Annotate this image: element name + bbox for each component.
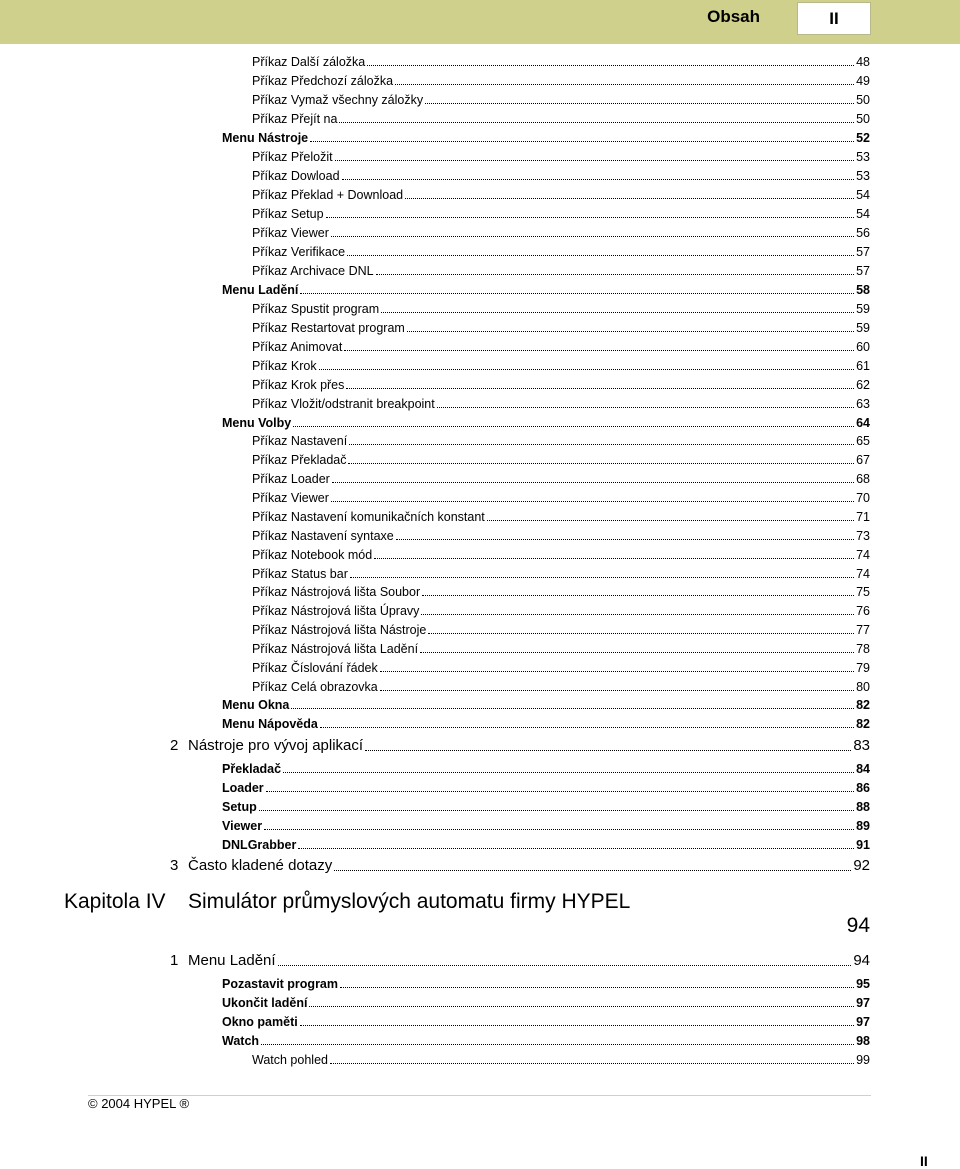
toc-entry[interactable] xyxy=(252,509,870,525)
toc-leader-dots xyxy=(437,407,854,408)
toc-leader-dots xyxy=(326,217,855,218)
toc-entry-page: 68 xyxy=(856,472,870,486)
toc-leader-dots xyxy=(347,255,854,256)
toc-entry-page: 53 xyxy=(856,169,870,183)
toc-leader-dots xyxy=(380,671,854,672)
toc-entry-label: Menu Nástroje xyxy=(222,131,309,145)
toc-entry-page: 61 xyxy=(856,359,870,373)
chapter-page-number: 94 xyxy=(846,914,870,937)
toc-leader-dots xyxy=(264,829,854,830)
toc-leader-dots xyxy=(259,810,854,811)
toc-leader-dots xyxy=(422,595,854,596)
toc-entry-label: Příkaz Dowload xyxy=(252,169,340,183)
toc-entry[interactable] xyxy=(252,471,870,487)
toc-entry[interactable] xyxy=(252,187,870,203)
toc-entry-page: 71 xyxy=(856,510,870,524)
toc-entry-page: 83 xyxy=(853,737,870,754)
toc-entry-label: Příkaz Restartovat program xyxy=(252,321,405,335)
toc-entry-page: 59 xyxy=(856,302,870,316)
toc-leader-dots xyxy=(381,312,854,313)
toc-entry-page: 89 xyxy=(856,819,870,833)
page-header xyxy=(0,0,960,44)
toc-entry[interactable] xyxy=(252,396,870,412)
toc-entry[interactable] xyxy=(252,660,870,676)
toc-entry-page: 57 xyxy=(856,245,870,259)
toc-entry-label: Často kladené dotazy xyxy=(188,857,333,874)
toc-leader-dots xyxy=(421,614,854,615)
toc-entry-page: 63 xyxy=(856,397,870,411)
toc-entry-label: Setup xyxy=(222,800,257,814)
toc-entry-page: 86 xyxy=(856,781,870,795)
toc-entry[interactable] xyxy=(222,1014,870,1030)
toc-entry-label: Příkaz Vymaž všechny záložky xyxy=(252,93,424,107)
toc-leader-dots xyxy=(330,1063,854,1064)
toc-leader-dots xyxy=(376,274,855,275)
toc-entry-label: Příkaz Status bar xyxy=(252,567,348,581)
toc-entry-page: 95 xyxy=(856,977,870,991)
toc-leader-dots xyxy=(300,293,854,294)
toc-entry[interactable] xyxy=(252,244,870,260)
toc-leader-dots xyxy=(293,426,854,427)
toc-entry-page: 54 xyxy=(856,207,870,221)
toc-entry-page: 79 xyxy=(856,661,870,675)
toc-leader-dots xyxy=(309,1006,854,1007)
toc-entry-page: 67 xyxy=(856,453,870,467)
toc-entry-page: 97 xyxy=(856,1015,870,1029)
toc-entry-label: Příkaz Nástrojová lišta Nástroje xyxy=(252,623,427,637)
toc-entry-label: Příkaz Archivace DNL xyxy=(252,264,374,278)
toc-entry[interactable] xyxy=(222,976,870,992)
toc-entry-label: Příkaz Předchozí záložka xyxy=(252,74,394,88)
toc-entry-page: 73 xyxy=(856,529,870,543)
toc-entry-page: 77 xyxy=(856,623,870,637)
toc-entry-label: Loader xyxy=(222,781,264,795)
toc-entry-page: 80 xyxy=(856,680,870,694)
toc-leader-dots xyxy=(350,577,854,578)
toc-entry[interactable] xyxy=(252,528,870,544)
toc-entry-page: 53 xyxy=(856,150,870,164)
toc-entry-page: 49 xyxy=(856,74,870,88)
toc-entry[interactable] xyxy=(252,547,870,563)
toc-entry[interactable] xyxy=(252,679,870,695)
toc-entry-label: Příkaz Další záložka xyxy=(252,55,366,69)
toc-leader-dots xyxy=(405,198,854,199)
header-title: Obsah xyxy=(707,7,760,26)
toc-entry-page: 92 xyxy=(853,857,870,874)
footer-page-number: II xyxy=(920,1153,928,1169)
toc-entry-page: 97 xyxy=(856,996,870,1010)
toc-entry-page: 56 xyxy=(856,226,870,240)
toc-entry-label: Příkaz Nástrojová lišta Ladění xyxy=(252,642,419,656)
toc-entry-page: 64 xyxy=(856,416,870,430)
toc-entry[interactable] xyxy=(170,856,870,876)
toc-leader-dots xyxy=(367,65,854,66)
toc-entry[interactable] xyxy=(222,415,870,431)
toc-entry[interactable] xyxy=(222,837,870,853)
toc-entry[interactable] xyxy=(252,452,870,468)
chapter-title: Simulátor průmyslových automatu firmy HYPEL xyxy=(188,890,631,913)
toc-entry[interactable] xyxy=(252,54,870,70)
toc-entry[interactable] xyxy=(252,111,870,127)
toc-leader-dots xyxy=(348,463,854,464)
toc-entry-label: Příkaz Přeložit xyxy=(252,150,333,164)
toc-leader-dots xyxy=(487,520,854,521)
toc-entry-label: Menu Volby xyxy=(222,416,292,430)
toc-entry-page: 60 xyxy=(856,340,870,354)
toc-entry-label: Příkaz Nastavení komunikačních konstant xyxy=(252,510,485,524)
toc-entry[interactable] xyxy=(252,641,870,657)
toc-entry[interactable] xyxy=(252,301,870,317)
toc-entry[interactable] xyxy=(222,130,870,146)
toc-entry[interactable] xyxy=(222,780,870,796)
toc-leader-dots xyxy=(395,84,854,85)
toc-entry-label: Příkaz Celá obrazovka xyxy=(252,680,378,694)
toc-leader-dots xyxy=(331,501,854,502)
toc-entry-label: Příkaz Setup xyxy=(252,207,324,221)
toc-leader-dots xyxy=(335,160,855,161)
toc-leader-dots xyxy=(407,331,854,332)
toc-leader-dots xyxy=(374,558,854,559)
toc-entry-page: 99 xyxy=(856,1053,870,1067)
toc-entry-page: 94 xyxy=(853,952,870,969)
toc-entry-label: Menu Ladění xyxy=(222,283,299,297)
toc-entry-page: 98 xyxy=(856,1034,870,1048)
toc-entry[interactable] xyxy=(252,603,870,619)
toc-entry-label: Watch xyxy=(222,1034,260,1048)
toc-entry-label: Příkaz Nastavení syntaxe xyxy=(252,529,394,543)
toc-leader-dots xyxy=(319,369,854,370)
header-page-number: II xyxy=(797,2,871,35)
toc-entry-page: 75 xyxy=(856,585,870,599)
toc-entry-number: 1 xyxy=(170,952,179,969)
toc-entry-page: 70 xyxy=(856,491,870,505)
toc-entry[interactable] xyxy=(252,320,870,336)
toc-leader-dots xyxy=(291,708,854,709)
toc-leader-dots xyxy=(334,870,851,871)
toc-entry-label: Viewer xyxy=(222,819,263,833)
toc-leader-dots xyxy=(349,444,854,445)
toc-entry-label: Příkaz Verifikace xyxy=(252,245,346,259)
toc-entry[interactable] xyxy=(252,149,870,165)
toc-leader-dots xyxy=(261,1044,854,1045)
toc-entry[interactable] xyxy=(252,566,870,582)
toc-entry-label: Překladač xyxy=(222,762,282,776)
toc-entry-label: Příkaz Nastavení xyxy=(252,434,348,448)
toc-leader-dots xyxy=(298,848,854,849)
toc-entry[interactable] xyxy=(222,995,870,1011)
toc-entry-page: 82 xyxy=(856,698,870,712)
toc-entry-label: Pozastavit program xyxy=(222,977,339,991)
toc-entry[interactable] xyxy=(252,73,870,89)
toc-entry-label: Příkaz Překlad + Download xyxy=(252,188,404,202)
toc-entry-label: Příkaz Viewer xyxy=(252,491,329,505)
toc-entry-number: 2 xyxy=(170,737,179,754)
toc-entry[interactable] xyxy=(222,1033,870,1049)
toc-leader-dots xyxy=(332,482,854,483)
toc-entry-label: Watch pohled xyxy=(252,1053,328,1067)
toc-leader-dots xyxy=(380,690,854,691)
toc-entry-page: 54 xyxy=(856,188,870,202)
toc-leader-dots xyxy=(300,1025,854,1026)
toc-entry-label: Příkaz Spustit program xyxy=(252,302,380,316)
toc-entry-label: Příkaz Číslování řádek xyxy=(252,661,378,675)
toc-entry[interactable] xyxy=(222,716,870,732)
toc-entry-page: 65 xyxy=(856,434,870,448)
toc-entry-page: 76 xyxy=(856,604,870,618)
toc-leader-dots xyxy=(342,179,855,180)
toc-entry[interactable] xyxy=(170,951,870,971)
toc-entry-page: 52 xyxy=(856,131,870,145)
toc-leader-dots xyxy=(365,750,851,751)
toc-entry-label: Příkaz Loader xyxy=(252,472,330,486)
toc-entry-page: 82 xyxy=(856,717,870,731)
toc-entry[interactable] xyxy=(252,339,870,355)
toc-entry-label: Příkaz Animovat xyxy=(252,340,343,354)
toc-entry[interactable] xyxy=(252,377,870,393)
toc-entry-label: Příkaz Krok xyxy=(252,359,317,373)
toc-entry-label: Menu Nápověda xyxy=(222,717,318,731)
toc-leader-dots xyxy=(331,236,854,237)
toc-entry-label: Příkaz Notebook mód xyxy=(252,548,373,562)
toc-entry-label: Příkaz Krok přes xyxy=(252,378,345,392)
toc-entry[interactable] xyxy=(252,206,870,222)
toc-leader-dots xyxy=(420,652,854,653)
toc-entry-page: 78 xyxy=(856,642,870,656)
toc-entry[interactable] xyxy=(252,168,870,184)
toc-leader-dots xyxy=(340,987,854,988)
toc-entry[interactable] xyxy=(252,225,870,241)
toc-entry[interactable] xyxy=(252,622,870,638)
toc-entry-number: 3 xyxy=(170,857,179,874)
toc-entry-page: 50 xyxy=(856,112,870,126)
toc-entry-label: Menu Okna xyxy=(222,698,290,712)
toc-entry-page: 48 xyxy=(856,55,870,69)
toc-entry-label: Menu Ladění xyxy=(188,952,276,969)
toc-leader-dots xyxy=(346,388,854,389)
toc-entry[interactable] xyxy=(252,433,870,449)
toc-leader-dots xyxy=(339,122,854,123)
toc-leader-dots xyxy=(310,141,854,142)
toc-entry-label: Příkaz Přejít na xyxy=(252,112,338,126)
toc-entry[interactable] xyxy=(252,490,870,506)
toc-entry-page: 62 xyxy=(856,378,870,392)
toc-entry-page: 74 xyxy=(856,548,870,562)
toc-entry[interactable] xyxy=(222,799,870,815)
toc-entry-page: 57 xyxy=(856,264,870,278)
toc-entry-label: Příkaz Nástrojová lišta Úpravy xyxy=(252,604,420,618)
toc-entry[interactable] xyxy=(252,584,870,600)
toc-leader-dots xyxy=(344,350,854,351)
toc-leader-dots xyxy=(320,727,854,728)
toc-leader-dots xyxy=(266,791,854,792)
toc-entry[interactable] xyxy=(170,736,870,756)
toc-entry-page: 50 xyxy=(856,93,870,107)
toc-entry-page: 58 xyxy=(856,283,870,297)
toc-entry-label: Příkaz Vložit/odstranit breakpoint xyxy=(252,397,435,411)
footer-copyright: © 2004 HYPEL ® xyxy=(88,1096,190,1111)
toc-entry-page: 74 xyxy=(856,567,870,581)
toc-entry-page: 84 xyxy=(856,762,870,776)
toc-entry-label: Nástroje pro vývoj aplikací xyxy=(188,737,364,754)
toc-entry[interactable] xyxy=(252,358,870,374)
chapter-label: Kapitola IV xyxy=(64,890,166,913)
toc-entry-label: Příkaz Viewer xyxy=(252,226,329,240)
toc-entry[interactable] xyxy=(252,92,870,108)
toc-entry-page: 91 xyxy=(856,838,870,852)
toc-entry-label: DNLGrabber xyxy=(222,838,297,852)
toc-entry[interactable] xyxy=(252,263,870,279)
toc-leader-dots xyxy=(425,103,854,104)
toc-entry[interactable] xyxy=(222,761,870,777)
toc-entry-label: Příkaz Překladač xyxy=(252,453,347,467)
toc-entry[interactable] xyxy=(222,818,870,834)
toc-entry[interactable] xyxy=(222,282,870,298)
toc-entry-page: 88 xyxy=(856,800,870,814)
footer-divider xyxy=(88,1095,871,1096)
toc-entry[interactable] xyxy=(222,697,870,713)
toc-leader-dots xyxy=(428,633,854,634)
toc-leader-dots xyxy=(396,539,854,540)
toc-leader-dots xyxy=(283,772,854,773)
toc-entry-label: Okno paměti xyxy=(222,1015,298,1029)
toc-entry-page: 59 xyxy=(856,321,870,335)
toc-entry-label: Příkaz Nástrojová lišta Soubor xyxy=(252,585,421,599)
toc-leader-dots xyxy=(278,965,852,966)
toc-entry[interactable] xyxy=(252,1052,870,1068)
toc-entry-label: Ukončit ladění xyxy=(222,996,308,1010)
